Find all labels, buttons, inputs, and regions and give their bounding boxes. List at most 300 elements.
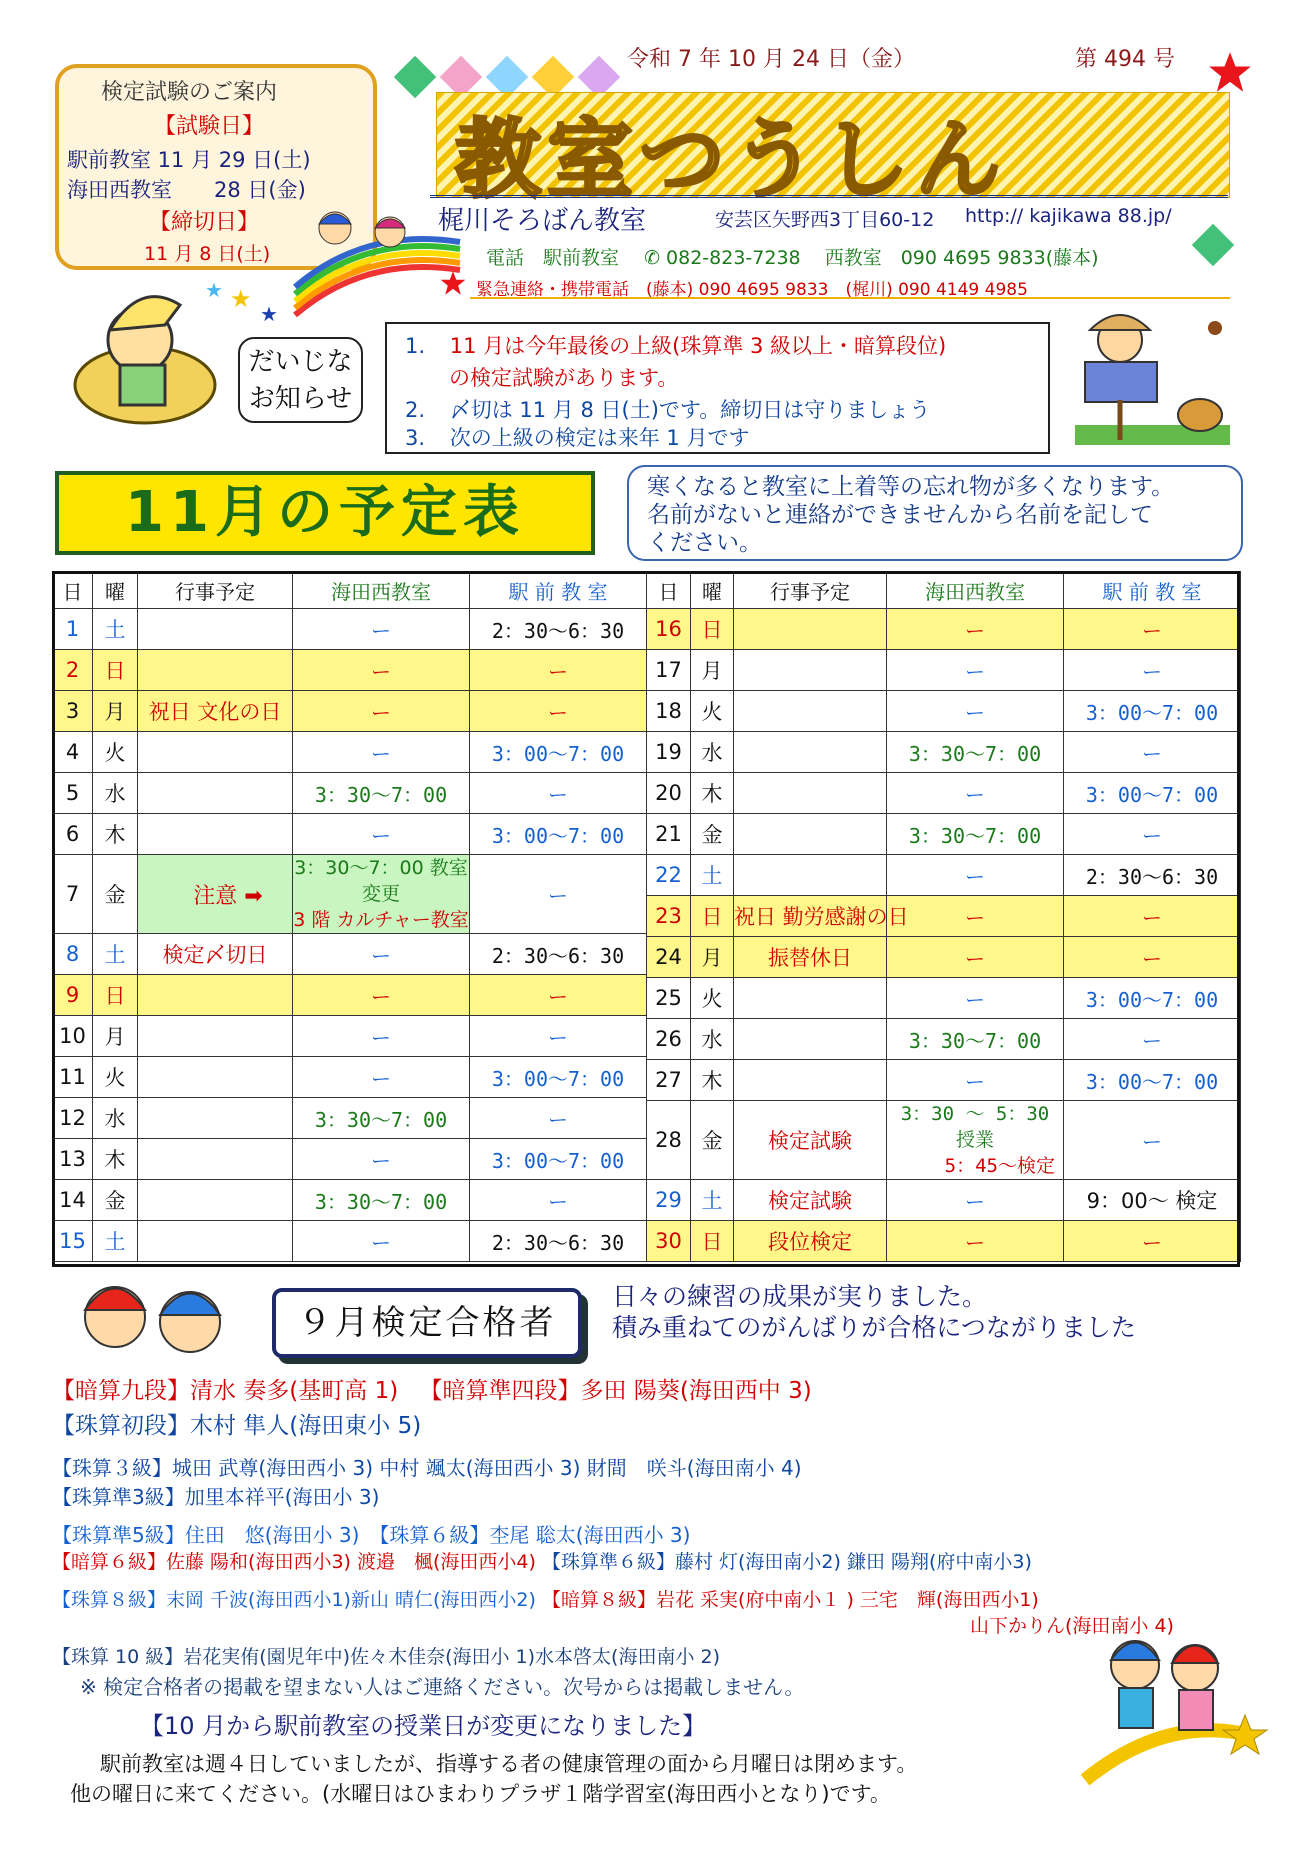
cell-weekday-text: 木 xyxy=(701,782,723,806)
website-link[interactable]: http:// kajikawa 88.jp/ xyxy=(965,205,1172,227)
cell-ekimae xyxy=(1064,814,1241,855)
phone-icon: ✆ xyxy=(644,247,660,269)
cell-kaitanishi xyxy=(887,1019,1064,1060)
table-row xyxy=(647,937,1241,978)
cell-event xyxy=(734,814,887,855)
cell-weekday-text: 木 xyxy=(104,1148,126,1172)
kids-rainbow-illustration xyxy=(285,200,465,320)
cell-weekday xyxy=(691,1019,734,1060)
cell-weekday-text: 水 xyxy=(104,1107,126,1131)
cell-ekimae-text: 3：00～7：00 xyxy=(1085,700,1219,725)
result-line xyxy=(52,1585,1039,1612)
cell-weekday-text: 土 xyxy=(104,943,126,967)
cell-ekimae xyxy=(470,732,647,773)
cell-event xyxy=(734,855,887,896)
cell-weekday xyxy=(93,975,138,1016)
cell-ekimae-text: ー xyxy=(1142,1230,1162,1255)
bubble-line: 寒くなると教室に上着等の忘れ物が多くなります。 xyxy=(647,474,1175,500)
cell-ekimae-text: ー xyxy=(1142,741,1162,766)
cell-weekday xyxy=(93,814,138,855)
cell-event xyxy=(734,609,887,650)
cell-day xyxy=(53,855,93,934)
cell-day xyxy=(647,1221,691,1262)
cell-kaitanishi-text: ー xyxy=(965,1189,985,1214)
cell-day xyxy=(647,937,691,978)
schedule-table-right xyxy=(646,571,1241,1262)
cell-event xyxy=(734,732,887,773)
cell-event xyxy=(734,1221,887,1262)
phone-label: 電話 駅前教室 xyxy=(486,247,639,269)
notice-text-cont: の検定試験があります。 xyxy=(449,366,679,390)
cell-ekimae-text: ー xyxy=(1142,1129,1162,1154)
cell-kaitanishi-text: ー xyxy=(965,700,985,725)
cell-weekday-text: 水 xyxy=(104,782,126,806)
cell-kaitanishi xyxy=(293,1221,470,1262)
cell-kaitanishi-text: ー xyxy=(371,700,391,725)
cell-weekday xyxy=(691,814,734,855)
cell-ekimae xyxy=(470,1057,647,1098)
table-row xyxy=(647,814,1241,855)
table-row xyxy=(53,1016,647,1057)
cell-kaitanishi-text: ー xyxy=(965,782,985,807)
cell-weekday xyxy=(93,732,138,773)
result-line xyxy=(52,1547,1032,1574)
table-row xyxy=(53,814,647,855)
cell-ekimae-text: 2：30～6：30 xyxy=(1085,864,1219,889)
notice-num: 1. xyxy=(405,334,426,358)
schedule-title: 11月の予定表 xyxy=(55,471,595,555)
cell-ekimae xyxy=(1064,732,1241,773)
cell-kaitanishi xyxy=(293,975,470,1016)
bubble-line: 名前がないと連絡ができませんから名前を記して xyxy=(647,502,1153,528)
cell-weekday-text: 月 xyxy=(701,946,723,970)
table-row xyxy=(647,1019,1241,1060)
col-weekday: 曜 xyxy=(93,572,138,609)
result-line: 山下かりん(海田南小 4) xyxy=(970,1615,1174,1637)
cell-day xyxy=(647,691,691,732)
cell-weekday xyxy=(93,650,138,691)
cell-day-text: 30 xyxy=(655,1229,682,1253)
table-row xyxy=(53,934,647,975)
table-row xyxy=(647,732,1241,773)
cell-kaitanishi-line: 3 階 カルチャー教室 xyxy=(293,909,469,931)
exam-day-label: 【試験日】 xyxy=(154,114,265,139)
result-line: 【珠算３級】城田 武尊(海田西小 3) 中村 颯太(海田西小 3) 財間 咲斗(海田南小 4) xyxy=(52,1456,802,1480)
cell-day-text: 26 xyxy=(655,1027,682,1051)
cell-kaitanishi xyxy=(887,855,1064,896)
exam-box-title: 検定試験のご案内 xyxy=(101,80,278,105)
cell-ekimae-text: 3：00～7：00 xyxy=(491,823,625,848)
table-header xyxy=(53,572,647,609)
cell-event xyxy=(734,1101,887,1180)
cell-weekday-text: 水 xyxy=(701,741,723,765)
results-intro: 積み重ねてのがんばりが合格につながりました xyxy=(612,1313,1136,1342)
exam-kaitanishi: 海田西教室 28 日(金) xyxy=(67,178,306,202)
cell-ekimae xyxy=(470,609,647,650)
cell-weekday xyxy=(93,1057,138,1098)
result-line: 【珠算 10 級】岩花実侑(園児年中)佐々木佳奈(海田小 1)水本啓太(海田南小 2) xyxy=(52,1646,720,1668)
cell-event-text: 振替休日 xyxy=(768,946,852,970)
cell-kaitanishi xyxy=(293,1016,470,1057)
result-text: 【暗算６級】佐藤 陽和(海田西小3) 渡邉 楓(海田西小4) xyxy=(52,1551,536,1573)
cell-kaitanishi-text: ー xyxy=(965,659,985,684)
star-icon: ★ xyxy=(205,278,223,302)
cell-event xyxy=(734,978,887,1019)
kids-star-illustration xyxy=(1075,1620,1275,1790)
cell-weekday xyxy=(93,1139,138,1180)
gnome-illustration xyxy=(70,285,220,425)
col-day: 日 xyxy=(53,572,93,609)
cell-ekimae-text: ー xyxy=(1142,618,1162,643)
cell-day-text: 17 xyxy=(655,658,682,682)
cell-kaitanishi xyxy=(293,1139,470,1180)
cell-day xyxy=(647,978,691,1019)
cell-weekday-text: 日 xyxy=(104,659,126,683)
cell-ekimae-text: 3：00～7：00 xyxy=(1085,1069,1219,1094)
cell-day xyxy=(53,650,93,691)
cell-kaitanishi-text: 3：30～7：00 xyxy=(314,782,448,807)
col-event: 行事予定 xyxy=(138,572,293,609)
cell-ekimae-text: ー xyxy=(548,659,568,684)
cell-day xyxy=(647,896,691,937)
cell-ekimae-text: ー xyxy=(548,883,568,908)
notice-num: 3. xyxy=(405,426,426,450)
star-icon: ★ xyxy=(260,302,278,326)
cell-ekimae-text: ー xyxy=(1142,905,1162,930)
cell-event xyxy=(734,773,887,814)
cell-weekday xyxy=(691,855,734,896)
cell-weekday xyxy=(93,1016,138,1057)
table-row xyxy=(647,691,1241,732)
cell-weekday xyxy=(691,1221,734,1262)
cell-kaitanishi-text: ー xyxy=(965,864,985,889)
cell-event-text: 検定試験 xyxy=(768,1189,852,1213)
cell-kaitanishi xyxy=(887,650,1064,691)
header-rule xyxy=(430,195,1228,198)
cell-ekimae xyxy=(470,650,647,691)
cell-day-text: 13 xyxy=(59,1147,86,1171)
cell-day xyxy=(53,1057,93,1098)
cell-day xyxy=(647,773,691,814)
cell-event-text: 祝日 勤労感謝の日 xyxy=(734,905,909,929)
cell-day-text: 20 xyxy=(655,781,682,805)
col-kaitanishi: 海田西教室 xyxy=(293,572,470,609)
cell-ekimae-text: 2：30～6：30 xyxy=(491,618,625,643)
cell-event xyxy=(138,855,293,934)
cell-weekday-text: 月 xyxy=(104,1025,126,1049)
cell-ekimae xyxy=(1064,855,1241,896)
cell-ekimae-text: 2：30～6：30 xyxy=(491,943,625,968)
cell-kaitanishi xyxy=(887,1101,1064,1180)
cell-weekday xyxy=(691,1180,734,1221)
cell-ekimae xyxy=(470,773,647,814)
passers-title: ９月検定合格者 xyxy=(272,1288,582,1358)
cell-day-text: 14 xyxy=(59,1188,86,1212)
cell-kaitanishi-text: ー xyxy=(371,943,391,968)
cell-kaitanishi xyxy=(887,1221,1064,1262)
cell-weekday-text: 金 xyxy=(104,883,126,907)
cell-weekday xyxy=(93,773,138,814)
cell-day xyxy=(647,1180,691,1221)
cell-day xyxy=(53,975,93,1016)
cell-day xyxy=(647,609,691,650)
cell-ekimae-text: 3：00～7：00 xyxy=(1085,987,1219,1012)
cell-kaitanishi-text: ー xyxy=(371,741,391,766)
cell-weekday-text: 土 xyxy=(104,618,126,642)
cell-ekimae xyxy=(470,1098,647,1139)
cell-day xyxy=(53,1016,93,1057)
cell-weekday xyxy=(691,978,734,1019)
cell-weekday-text: 火 xyxy=(701,700,723,724)
result-line: 【珠算初段】木村 隼人(海田東小 5) xyxy=(52,1413,422,1439)
table-row xyxy=(53,691,647,732)
cell-ekimae-text: 2：30～6：30 xyxy=(491,1230,625,1255)
cell-day xyxy=(53,732,93,773)
cell-day-text: 23 xyxy=(655,904,682,928)
cell-kaitanishi-text: ー xyxy=(965,946,985,971)
cell-weekday-text: 木 xyxy=(701,1069,723,1093)
cell-weekday xyxy=(93,691,138,732)
cell-event xyxy=(138,1016,293,1057)
cell-ekimae xyxy=(470,1139,647,1180)
star-icon: ★ xyxy=(230,285,252,313)
cell-ekimae-text: ー xyxy=(1142,659,1162,684)
cell-kaitanishi xyxy=(293,1180,470,1221)
cell-ekimae xyxy=(470,1180,647,1221)
change-paragraph: 駅前教室は週４日していましたが、指導する者の健康管理の面から月曜日は閉めます。 xyxy=(100,1752,918,1776)
cell-weekday xyxy=(691,609,734,650)
cell-day xyxy=(53,691,93,732)
notice-box xyxy=(385,322,1050,454)
cell-ekimae xyxy=(1064,691,1241,732)
cell-kaitanishi xyxy=(293,814,470,855)
notice-text: 次の上級の検定は来年 1 月です xyxy=(449,426,750,450)
cell-weekday-text: 月 xyxy=(701,659,723,683)
cell-ekimae-text: ー xyxy=(1142,946,1162,971)
newsletter-title: 教室つうしん xyxy=(455,110,1007,210)
cell-kaitanishi xyxy=(887,814,1064,855)
cell-weekday-text: 月 xyxy=(104,700,126,724)
cell-kaitanishi-line: 3：30 ～ 5：30 授業 xyxy=(900,1103,1050,1151)
issue-date: 令和 7 年 10 月 24 日（金） xyxy=(627,47,915,72)
cell-ekimae-text: ー xyxy=(548,1189,568,1214)
cell-event xyxy=(138,934,293,975)
notice-text: 〆切は 11 月 8 日(土)です。締切日は守りましょう xyxy=(449,398,931,422)
star-icon xyxy=(1208,50,1252,94)
cell-event xyxy=(734,1060,887,1101)
cell-weekday-text: 土 xyxy=(104,1230,126,1254)
cell-ekimae-text: ー xyxy=(548,700,568,725)
cell-ekimae-text: ー xyxy=(548,1025,568,1050)
cell-ekimae-text: ー xyxy=(1142,823,1162,848)
phone-main: 082-823-7238 xyxy=(666,247,801,269)
cell-kaitanishi-text: ー xyxy=(965,905,985,930)
cell-ekimae xyxy=(470,975,647,1016)
cell-day-text: 5 xyxy=(65,781,80,805)
cell-event xyxy=(138,1221,293,1262)
cell-day-text: 2 xyxy=(65,658,80,682)
table-row xyxy=(647,1180,1241,1221)
cell-kaitanishi-text: 3：30～7：00 xyxy=(908,1028,1042,1053)
cell-day xyxy=(53,773,93,814)
cell-event xyxy=(734,1180,887,1221)
cell-event xyxy=(138,1098,293,1139)
table-row xyxy=(53,1180,647,1221)
cell-weekday-text: 金 xyxy=(701,1129,723,1153)
cell-day xyxy=(53,1221,93,1262)
cell-weekday-text: 土 xyxy=(701,864,723,888)
result-text: 【暗算準四段】多田 陽葵(海田西中 3) xyxy=(419,1378,812,1404)
col-kaitanishi: 海田西教室 xyxy=(887,572,1064,609)
cell-event xyxy=(138,1057,293,1098)
cell-ekimae-text: ー xyxy=(548,782,568,807)
cell-kaitanishi-text: ー xyxy=(371,618,391,643)
cell-day-text: 12 xyxy=(59,1106,86,1130)
table-row xyxy=(53,1139,647,1180)
cell-kaitanishi-text: ー xyxy=(371,1025,391,1050)
cell-kaitanishi-text: 3：30～7：00 xyxy=(908,823,1042,848)
table-row xyxy=(647,1101,1241,1180)
cell-ekimae-text: 3：00～7：00 xyxy=(491,1066,625,1091)
cell-weekday xyxy=(93,855,138,934)
cell-weekday xyxy=(93,1180,138,1221)
cell-weekday-text: 土 xyxy=(701,1189,723,1213)
cell-day xyxy=(53,934,93,975)
cell-kaitanishi-text: 3：30～7：00 xyxy=(314,1107,448,1132)
cell-ekimae-text: ー xyxy=(548,984,568,1009)
col-ekimae: 駅 前 教 室 xyxy=(470,572,647,609)
cell-ekimae xyxy=(1064,650,1241,691)
cell-weekday-text: 火 xyxy=(701,987,723,1011)
notice-num: 2. xyxy=(405,398,426,422)
cell-day-text: 19 xyxy=(655,740,682,764)
cell-event xyxy=(138,1180,293,1221)
notice-item xyxy=(405,330,946,362)
cell-ekimae xyxy=(1064,978,1241,1019)
cell-event-text: 段位検定 xyxy=(768,1230,852,1254)
bubble-line: ください。 xyxy=(647,530,762,556)
cell-weekday-text: 金 xyxy=(104,1189,126,1213)
star-icon xyxy=(440,270,466,296)
cell-kaitanishi-text: ー xyxy=(371,823,391,848)
cell-ekimae xyxy=(1064,1019,1241,1060)
cell-day-text: 10 xyxy=(59,1024,86,1048)
cell-event xyxy=(138,609,293,650)
table-row xyxy=(53,650,647,691)
cell-weekday xyxy=(691,691,734,732)
cell-weekday xyxy=(691,1101,734,1180)
cell-day xyxy=(53,814,93,855)
cell-kaitanishi-line: 3：30～7：00 教室変更 xyxy=(294,857,468,905)
cell-day xyxy=(647,855,691,896)
table-row xyxy=(53,1098,647,1139)
cell-kaitanishi-text: 3：30～7：00 xyxy=(314,1189,448,1214)
header-rule-bottom xyxy=(470,297,1230,299)
cell-kaitanishi-text: ー xyxy=(371,1066,391,1091)
table-row xyxy=(647,1060,1241,1101)
cell-day-text: 16 xyxy=(655,617,682,641)
cell-day-text: 11 xyxy=(59,1065,86,1089)
cell-weekday xyxy=(93,1098,138,1139)
cell-weekday xyxy=(691,937,734,978)
cell-kaitanishi xyxy=(293,934,470,975)
cell-ekimae xyxy=(1064,1221,1241,1262)
cell-weekday-text: 金 xyxy=(701,823,723,847)
results-intro: 日々の練習の成果が実りました。 xyxy=(612,1282,988,1311)
cell-kaitanishi xyxy=(293,1057,470,1098)
cell-day xyxy=(647,1060,691,1101)
col-ekimae: 駅 前 教 室 xyxy=(1064,572,1241,609)
cell-weekday xyxy=(691,1060,734,1101)
table-row xyxy=(53,855,647,934)
table-row xyxy=(53,609,647,650)
cell-ekimae xyxy=(470,1016,647,1057)
cell-kaitanishi-text: ー xyxy=(371,1148,391,1173)
cell-weekday-text: 木 xyxy=(104,823,126,847)
cell-event xyxy=(734,937,887,978)
cell-kaitanishi xyxy=(293,609,470,650)
cell-day-text: 6 xyxy=(65,822,80,846)
table-row xyxy=(53,732,647,773)
result-text: 【暗算８級】岩花 采実(府中南小１ ) 三宅 輝(海田西小1) xyxy=(541,1589,1039,1611)
result-line: 【珠算準5級】住田 悠(海田小 3) 【珠算６級】杢尾 聡太(海田西小 3) xyxy=(52,1523,691,1547)
cell-event-text: 祝日 文化の日 xyxy=(148,700,282,724)
phone-west: 西教室 090 4695 9833(藤本) xyxy=(824,247,1099,269)
kids-illustration xyxy=(70,1262,240,1372)
result-line xyxy=(52,1372,812,1405)
cell-day xyxy=(53,1139,93,1180)
cell-day xyxy=(647,650,691,691)
cell-ekimae-text: ー xyxy=(548,1107,568,1132)
cell-event-text: 検定試験 xyxy=(768,1129,852,1153)
table-row xyxy=(53,1057,647,1098)
cell-day-text: 7 xyxy=(65,882,80,906)
cell-day-text: 1 xyxy=(65,617,80,641)
cell-ekimae-text: 9：00～ 検定 xyxy=(1086,1189,1218,1213)
cell-kaitanishi xyxy=(293,1098,470,1139)
cell-day-text: 4 xyxy=(65,740,80,764)
cell-kaitanishi xyxy=(293,650,470,691)
deadline-label: 【締切日】 xyxy=(149,210,260,235)
cell-weekday-text: 日 xyxy=(701,1230,723,1254)
cell-day-text: 18 xyxy=(655,699,682,723)
badge-line: お知らせ xyxy=(248,384,353,414)
cell-kaitanishi xyxy=(293,732,470,773)
cell-day-text: 29 xyxy=(655,1188,682,1212)
phone-line xyxy=(486,243,1099,270)
school-name: 梶川そろばん教室 xyxy=(438,206,647,236)
cell-event xyxy=(138,975,293,1016)
cell-day xyxy=(53,1098,93,1139)
diamond-deco xyxy=(1192,224,1234,266)
table-row xyxy=(53,1221,647,1262)
cell-event-text: 検定〆切日 xyxy=(162,943,268,967)
cell-kaitanishi xyxy=(887,978,1064,1019)
change-title: 【10 月から駅前教室の授業日が変更になりました】 xyxy=(140,1712,707,1740)
cell-day-text: 24 xyxy=(655,945,682,969)
issue-number: 第 494 号 xyxy=(1075,47,1175,72)
result-text: 【暗算九段】清水 奏多(基町高 1) xyxy=(52,1378,399,1404)
notice-item xyxy=(405,422,749,454)
cell-ekimae xyxy=(1064,1101,1241,1180)
cell-kaitanishi-text: ー xyxy=(371,659,391,684)
cell-kaitanishi-text: ー xyxy=(965,1230,985,1255)
cell-day-text: 28 xyxy=(655,1128,682,1152)
scarecrow-illustration xyxy=(1065,300,1240,450)
schedule-table-left xyxy=(52,571,647,1262)
cell-day-text: 27 xyxy=(655,1068,682,1092)
cell-day xyxy=(647,1101,691,1180)
